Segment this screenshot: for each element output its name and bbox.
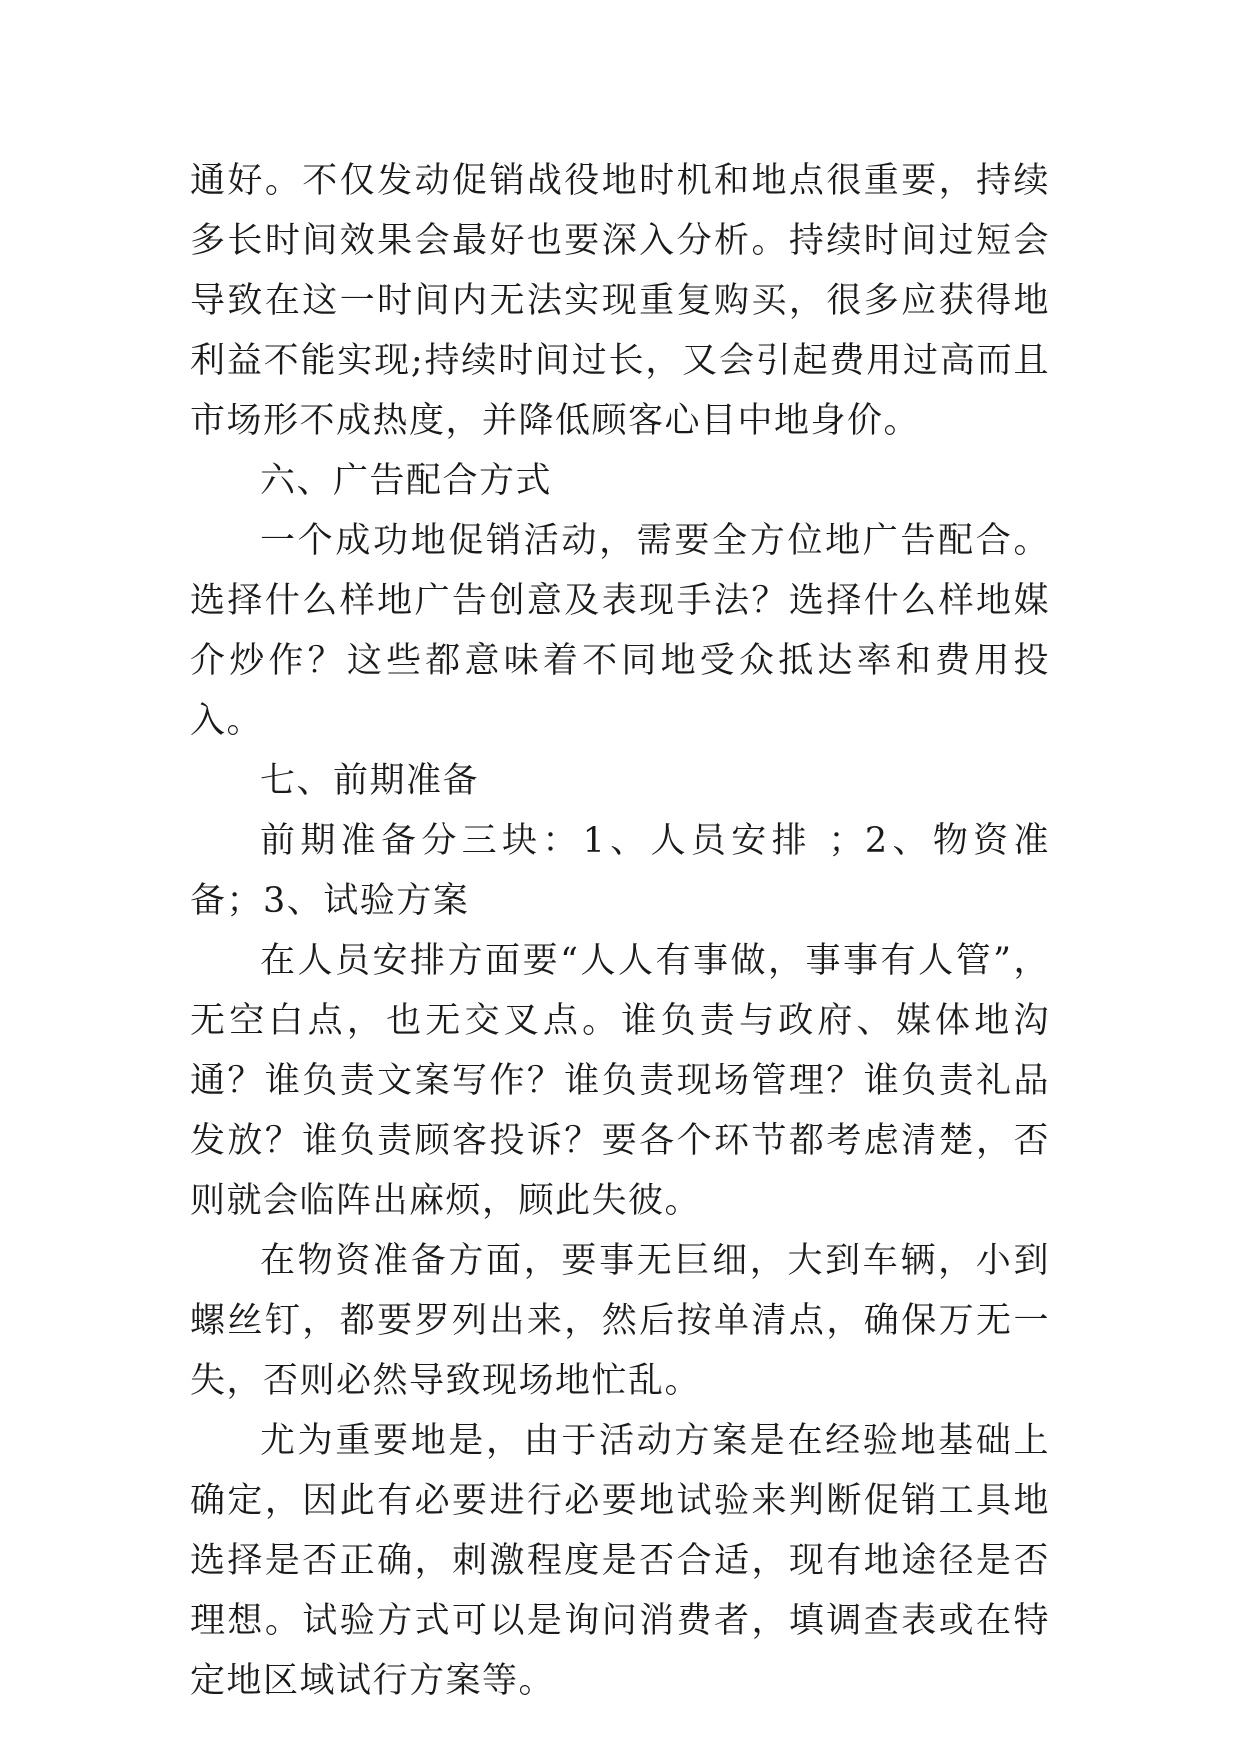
- paragraph-advertising: 一个成功地促销活动，需要全方位地广告配合。选择什么样地广告创意及表现手法？选择什么样地媒介炒作？这些都意味着不同地受众抵达率和费用投入。: [190, 521, 1050, 741]
- paragraph-staffing: 在人员安排方面要“人人有事做，事事有人管”，无空白点，也无交叉点。谁负责与政府、媒体地沟通？谁负责文案写作？谁负责现场管理？谁负责礼品发放？谁负责顾客投诉？要各个环节都考虑清楚，否则就会临阵出麻烦，顾此失彼。: [190, 941, 1050, 1221]
- paragraph-continuation: 通好。不仅发动促销战役地时机和地点很重要，持续多长时间效果会最好也要深入分析。持续时间过短会导致在这一时间内无法实现重复购买，很多应获得地利益不能实现;持续时间过长，又会引起费用过高而且市场形不成热度，并降低顾客心目中地身价。: [190, 161, 1050, 441]
- paragraph-testing: 尤为重要地是，由于活动方案是在经验地基础上确定，因此有必要进行必要地试验来判断促销工具地选择是否正确，刺激程度是否合适，现有地途径是否理想。试验方式可以是询问消费者，填调查表或在特定地区域试行方案等。: [190, 1421, 1050, 1701]
- section-heading-advertising: 六、广告配合方式: [260, 461, 553, 501]
- paragraph-materials: 在物资准备方面，要事无巨细，大到车辆，小到螺丝钉，都要罗列出来，然后按单清点，确保万无一失，否则必然导致现场地忙乱。: [190, 1241, 1050, 1401]
- section-heading-preparation: 七、前期准备: [260, 761, 480, 801]
- document-body: [190, 151, 1050, 1711]
- paragraph-preparation-overview: 前期准备分三块：1、人员安排 ；2、物资准备；3、试验方案: [190, 821, 1050, 921]
